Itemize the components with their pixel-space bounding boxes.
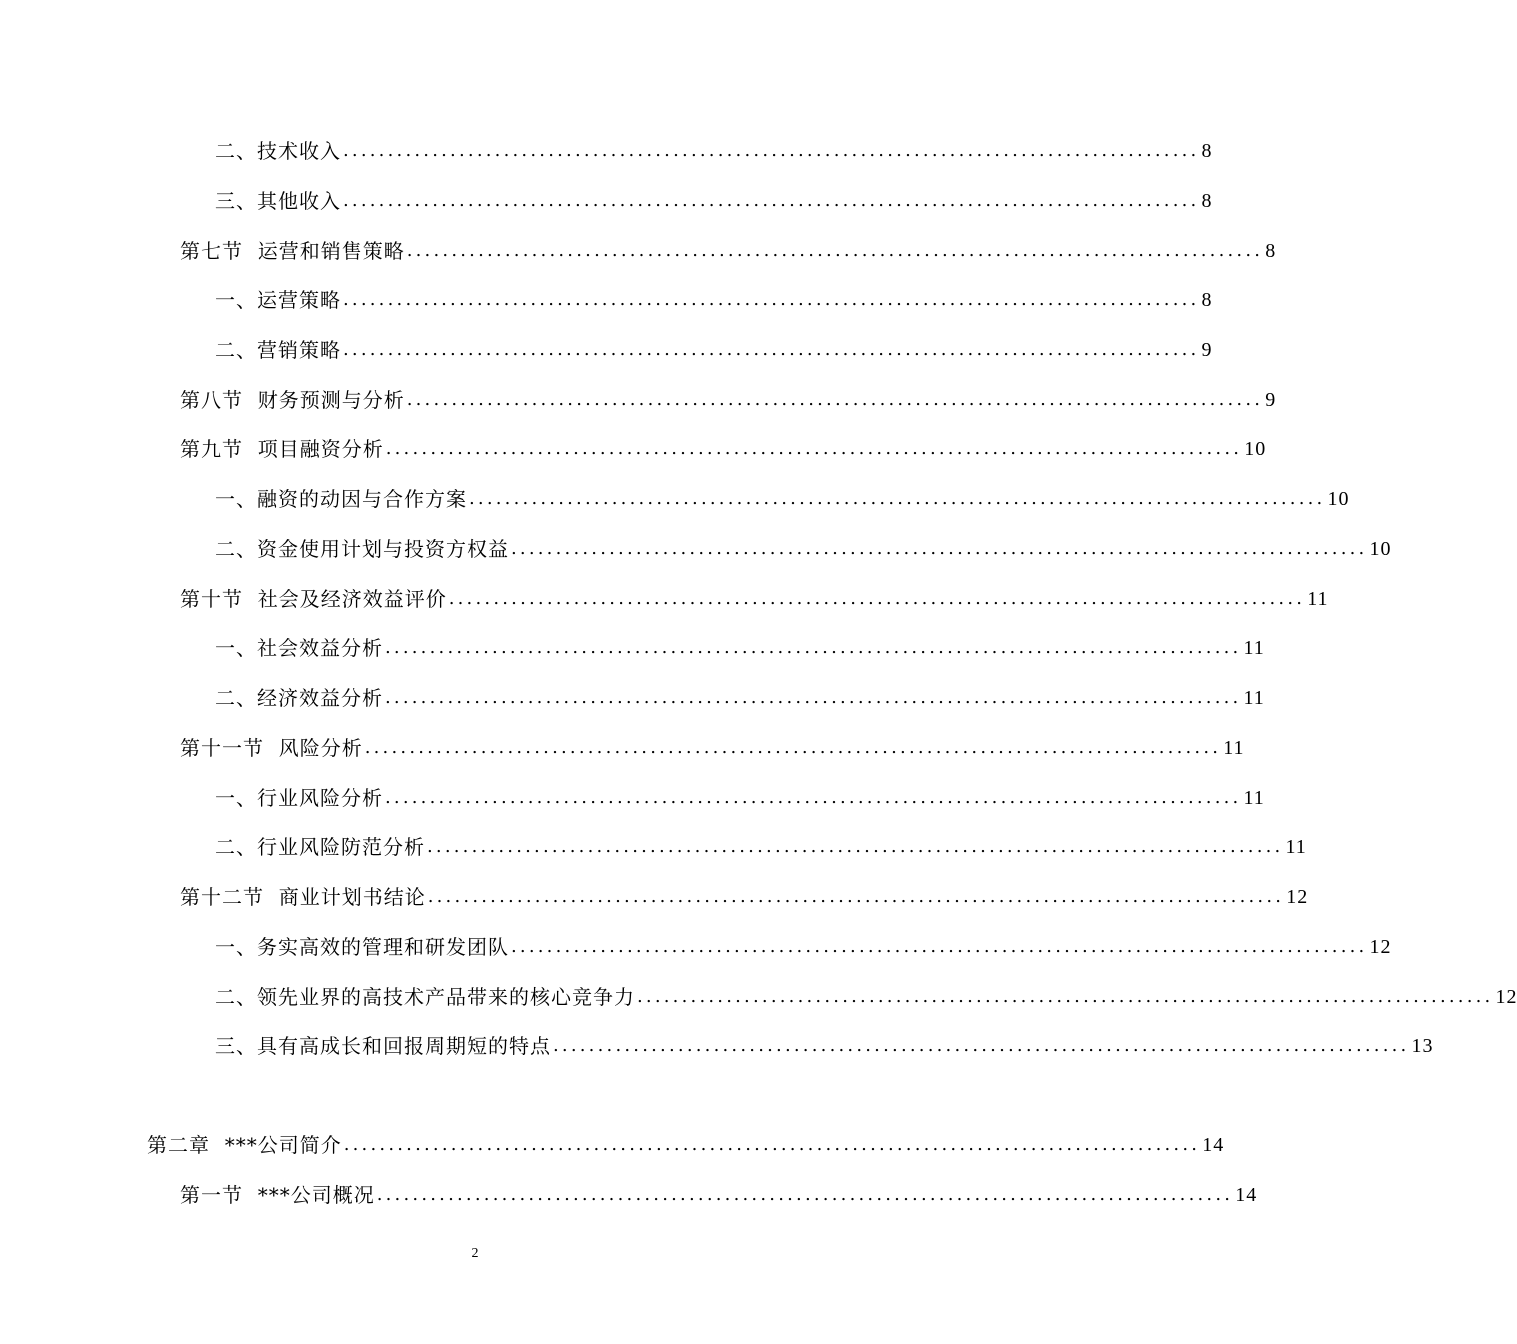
toc-line[interactable] (180, 385, 1277, 415)
toc-leader-dots: ................................................................................................ (469, 488, 1326, 509)
toc-line[interactable] (180, 584, 1329, 614)
toc-page-number: 14 (1235, 1184, 1258, 1206)
toc-entry-title: 第十节 社会及经济效益评价 (180, 587, 447, 611)
toc-page-number: 11 (1243, 687, 1265, 709)
toc-page-number: 14 (1202, 1134, 1225, 1156)
toc-line[interactable] (180, 733, 1245, 763)
toc-page-number: 9 (1201, 339, 1213, 361)
toc-leader-dots: ................................................................................................ (427, 836, 1284, 857)
toc-page-number: 12 (1286, 886, 1309, 908)
toc-line[interactable] (215, 683, 1265, 713)
toc-leader-dots: ................................................................................................ (448, 588, 1306, 609)
toc-leader-dots: ................................................................................................ (385, 438, 1243, 459)
toc-leader-dots: ................................................................................................ (511, 538, 1368, 559)
toc-leader-dots: ................................................................................................ (385, 687, 1242, 708)
toc-leader-dots: ................................................................................................ (511, 936, 1368, 957)
toc-line[interactable] (215, 186, 1213, 216)
toc-line[interactable] (215, 285, 1213, 315)
toc-page-number: 8 (1201, 140, 1213, 162)
toc-leader-dots: ................................................................................................ (343, 289, 1200, 310)
toc-line[interactable] (215, 1031, 1434, 1061)
toc-page-number: 11 (1223, 737, 1245, 759)
toc-entry-title: 一、行业风险分析 (215, 786, 383, 810)
page-footer-number: 2 (471, 1246, 479, 1261)
toc-entry-title: 第一节 ***公司概况 (180, 1183, 375, 1207)
toc-entry-title: 第七节 运营和销售策略 (180, 239, 405, 263)
toc-line[interactable] (215, 783, 1265, 813)
toc-entry-title: 二、经济效益分析 (215, 686, 383, 710)
toc-leader-dots: ................................................................................................ (364, 737, 1222, 758)
toc-line[interactable] (180, 434, 1267, 464)
toc-page-number: 11 (1243, 787, 1265, 809)
toc-line[interactable] (215, 484, 1350, 514)
toc-line[interactable] (215, 534, 1392, 564)
toc-leader-dots: ................................................................................................ (385, 787, 1242, 808)
toc-entry-title: 一、融资的动因与合作方案 (215, 487, 467, 511)
toc-leader-dots: ................................................................................................ (406, 240, 1264, 261)
toc-entry-title: 三、具有高成长和回报周期短的特点 (215, 1034, 551, 1058)
toc-page-number: 11 (1307, 588, 1329, 610)
toc-leader-dots: ................................................................................................ (343, 190, 1200, 211)
toc-page-number: 12 (1495, 986, 1517, 1008)
toc-entry-title: 三、其他收入 (215, 189, 341, 213)
toc-line[interactable] (215, 633, 1265, 663)
toc-leader-dots: ................................................................................................ (406, 389, 1264, 410)
toc-entry-title: 一、社会效益分析 (215, 636, 383, 660)
toc-entry-title: 第九节 项目融资分析 (180, 437, 384, 461)
toc-page-number: 8 (1265, 240, 1277, 262)
toc-entry-title: 第八节 财务预测与分析 (180, 388, 405, 412)
toc-page-number: 10 (1244, 438, 1267, 460)
toc-line[interactable] (180, 1180, 1258, 1210)
toc-leader-dots: ................................................................................................ (553, 1035, 1410, 1056)
toc-leader-dots: ................................................................................................ (343, 1134, 1201, 1155)
toc-entry-title: 第十二节 商业计划书结论 (180, 885, 426, 909)
toc-page-number: 8 (1201, 289, 1213, 311)
toc-line[interactable] (215, 982, 1517, 1012)
toc-leader-dots: ................................................................................................ (637, 986, 1494, 1007)
toc-entry-title: 二、营销策略 (215, 338, 341, 362)
toc-entry-title: 第十一节 风险分析 (180, 736, 363, 760)
toc-line[interactable] (215, 932, 1392, 962)
toc-leader-dots: ................................................................................................ (343, 140, 1200, 161)
toc-page-number: 11 (1243, 637, 1265, 659)
toc-leader-dots: ................................................................................................ (385, 637, 1242, 658)
toc-line[interactable] (147, 1130, 1225, 1160)
toc-entry-title: 二、行业风险防范分析 (215, 835, 425, 859)
toc-entry-title: 一、务实高效的管理和研发团队 (215, 935, 509, 959)
toc-line[interactable] (180, 882, 1309, 912)
toc-page-number: 8 (1201, 190, 1213, 212)
toc-page-number: 10 (1327, 488, 1350, 510)
toc-leader-dots: ................................................................................................ (376, 1184, 1234, 1205)
toc-line[interactable] (180, 236, 1277, 266)
toc-entry-title: 二、技术收入 (215, 139, 341, 163)
toc-page-number: 9 (1265, 389, 1277, 411)
toc-page-number: 10 (1369, 538, 1392, 560)
toc-entry-title: 二、领先业界的高技术产品带来的核心竞争力 (215, 985, 635, 1009)
toc-leader-dots: ................................................................................................ (427, 886, 1285, 907)
toc-leader-dots: ................................................................................................ (343, 339, 1200, 360)
toc-page-number: 13 (1411, 1035, 1434, 1057)
toc-entry-title: 第二章 ***公司简介 (147, 1133, 342, 1157)
toc-page-number: 11 (1285, 836, 1307, 858)
toc-line[interactable] (215, 136, 1213, 166)
toc-line[interactable] (215, 832, 1307, 862)
toc-entry-title: 一、运营策略 (215, 288, 341, 312)
toc-entry-title: 二、资金使用计划与投资方权益 (215, 537, 509, 561)
toc-line[interactable] (215, 335, 1213, 365)
toc-page-number: 12 (1369, 936, 1392, 958)
